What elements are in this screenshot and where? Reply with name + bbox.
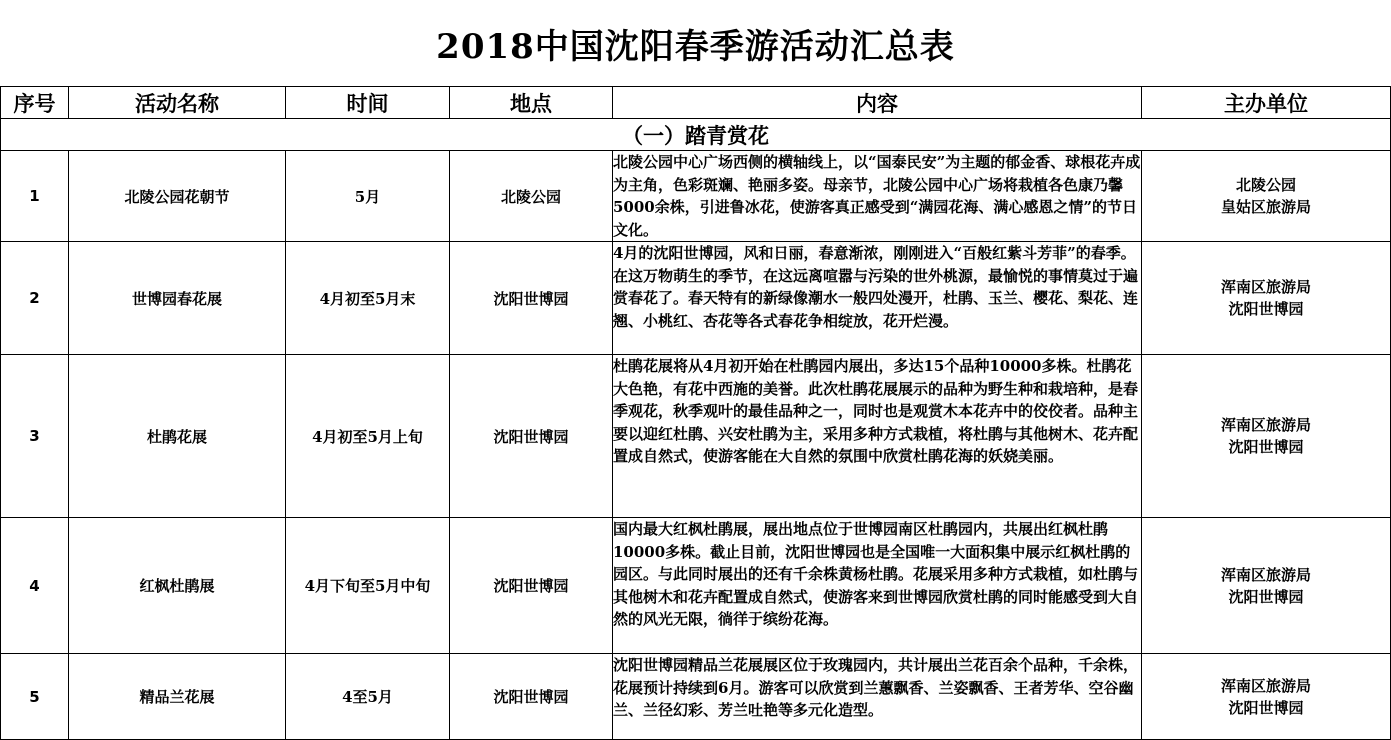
row-no: 3 <box>1 355 69 518</box>
row-content: 国内最大红枫杜鹃展，展出地点位于世博园南区杜鹃园内，共展出红枫杜鹃10000多株。截止目前，沈阳世博园也是全国唯一大面积集中展示红枫杜鹃的园区。与此同时展出的还有千余株黄杨杜鹃。花展采用多种方式栽植，如杜鹃与其他树木和花卉配置成自然式，使游客来到世博园欣赏杜鹃的同时能感受到大自然的风光无限，徜徉于缤纷花海。 <box>613 518 1142 654</box>
row-name: 北陵公园花朝节 <box>69 151 286 242</box>
header-no: 序号 <box>1 87 69 119</box>
row-place: 北陵公园 <box>450 151 613 242</box>
row-time: 4至5月 <box>286 654 450 740</box>
row-name: 红枫杜鹃展 <box>69 518 286 654</box>
organizer-line-2: 沈阳世博园 <box>1228 300 1304 318</box>
row-content: 4月的沈阳世博园，风和日丽，春意渐浓，刚刚进入“百般红紫斗芳菲”的春季。在这万物萌生的季节，在这远离喧嚣与污染的世外桃源，最愉悦的事情莫过于遍赏春花了。春天特有的新绿像潮水一般四处漫开，杜鹃、玉兰、樱花、梨花、连翘、小桃红、杏花等各式春花争相绽放，花开烂漫。 <box>613 242 1142 355</box>
row-no: 5 <box>1 654 69 740</box>
table-row <box>1 242 1391 355</box>
row-organizer <box>1142 355 1391 518</box>
table-row <box>1 518 1391 654</box>
row-time: 4月下旬至5月中旬 <box>286 518 450 654</box>
row-organizer <box>1142 151 1391 242</box>
row-no: 4 <box>1 518 69 654</box>
header-name: 活动名称 <box>69 87 286 119</box>
table-row <box>1 654 1391 740</box>
header-time: 时间 <box>286 87 450 119</box>
organizer-line-1: 浑南区旅游局 <box>1220 676 1311 695</box>
organizer-line-1: 浑南区旅游局 <box>1220 416 1311 434</box>
organizer-line-1: 北陵公园 <box>1235 176 1296 194</box>
organizer-line-2: 皇姑区旅游局 <box>1220 198 1311 216</box>
row-time: 5月 <box>286 151 450 242</box>
header-row <box>1 87 1391 119</box>
row-place: 沈阳世博园 <box>450 242 613 355</box>
row-no: 2 <box>1 242 69 355</box>
row-time: 4月初至5月上旬 <box>286 355 450 518</box>
section-row <box>1 119 1391 151</box>
row-name: 精品兰花展 <box>69 654 286 740</box>
section-title: （一）踏青赏花 <box>1 119 1391 151</box>
row-organizer <box>1142 518 1391 654</box>
header-content: 内容 <box>613 87 1142 119</box>
row-organizer <box>1142 242 1391 355</box>
row-name: 世博园春花展 <box>69 242 286 355</box>
row-no: 1 <box>1 151 69 242</box>
activity-table <box>0 86 1391 740</box>
row-organizer <box>1142 654 1391 740</box>
row-place: 沈阳世博园 <box>450 518 613 654</box>
row-name: 杜鹃花展 <box>69 355 286 518</box>
row-time: 4月初至5月末 <box>286 242 450 355</box>
organizer-line-2: 沈阳世博园 <box>1228 438 1304 456</box>
page-title: 2018中国沈阳春季游活动汇总表 <box>436 26 955 67</box>
organizer-line-1: 浑南区旅游局 <box>1220 565 1311 584</box>
row-place: 沈阳世博园 <box>450 654 613 740</box>
table-row <box>1 151 1391 242</box>
row-place: 沈阳世博园 <box>450 355 613 518</box>
row-content: 北陵公园中心广场西侧的横轴线上，以“国泰民安”为主题的郁金香、球根花卉成为主角，色彩斑斓、艳丽多姿。母亲节，北陵公园中心广场将栽植各色康乃馨5000余株，引进鲁冰花，使游客真正感受到“满园花海、满心感恩之情”的节日文化。 <box>613 151 1142 242</box>
header-place: 地点 <box>450 87 613 119</box>
header-organizer: 主办单位 <box>1142 87 1391 119</box>
organizer-line-2: 沈阳世博园 <box>1228 587 1304 606</box>
organizer-line-2: 沈阳世博园 <box>1228 698 1304 717</box>
table-row <box>1 355 1391 518</box>
organizer-line-1: 浑南区旅游局 <box>1220 278 1311 296</box>
row-content: 沈阳世博园精品兰花展展区位于玫瑰园内，共计展出兰花百余个品种，千余株，花展预计持续到6月。游客可以欣赏到兰蕙飘香、兰姿飘香、王者芳华、空谷幽兰、兰径幻彩、芳兰吐艳等多元化造型。 <box>613 654 1142 740</box>
row-content: 杜鹃花展将从4月初开始在杜鹃园内展出，多达15个品种10000多株。杜鹃花大色艳，有花中西施的美誉。此次杜鹃花展展示的品种为野生种和栽培种，是春季观花，秋季观叶的最佳品种之一，同时也是观赏木本花卉中的佼佼者。品种主要以迎红杜鹃、兴安杜鹃为主，采用多种方式栽植，将杜鹃与其他树木、花卉配置成自然式，使游客能在大自然的氛围中欣赏杜鹃花海的妖娆美丽。 <box>613 355 1142 518</box>
